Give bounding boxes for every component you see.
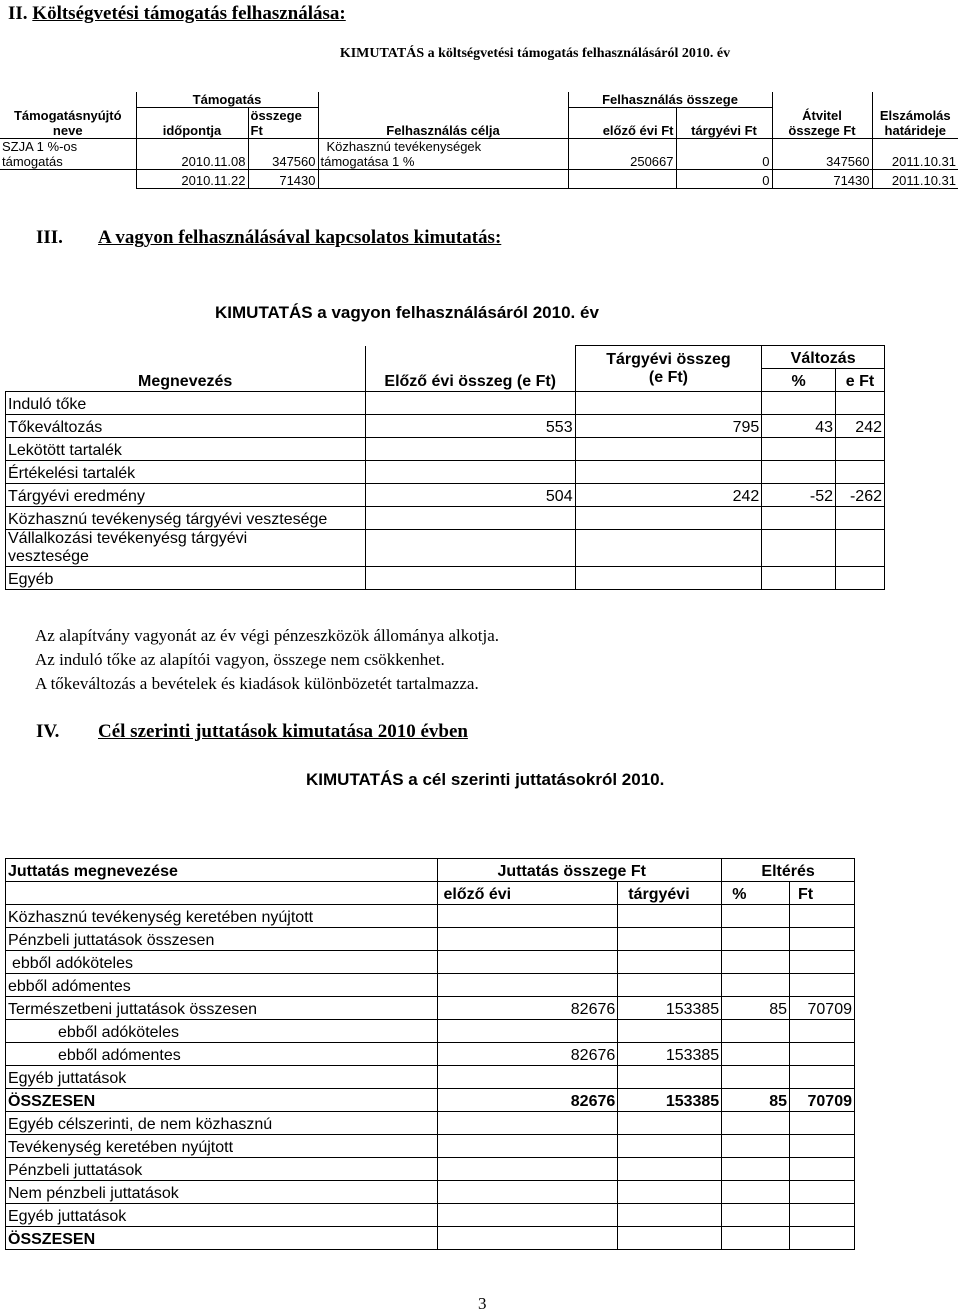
table-row xyxy=(6,1227,855,1250)
notes xyxy=(35,624,499,696)
benefit-ft xyxy=(790,1158,855,1181)
asset-eft xyxy=(836,392,885,415)
benefit-ft xyxy=(790,1227,855,1250)
benefit-name: ebből adómentes xyxy=(6,974,438,997)
row2-purpose xyxy=(318,170,568,189)
hdr-blank xyxy=(318,92,568,108)
table-row xyxy=(6,1135,855,1158)
row1-date: 2010.11.08 xyxy=(136,139,248,170)
row2-prev xyxy=(568,170,676,189)
asset-name: Tárgyévi eredmény xyxy=(6,484,366,507)
asset-eft xyxy=(836,507,885,530)
table-row xyxy=(6,415,885,438)
note-line: Az induló tőke az alapítói vagyon, összege nem csökkenhet. xyxy=(35,650,445,669)
benefit-pct xyxy=(722,1181,790,1204)
table-row xyxy=(6,1181,855,1204)
table-row xyxy=(6,1158,855,1181)
section-4-number: IV. xyxy=(36,721,60,742)
section-2-number: II. xyxy=(8,3,28,24)
table-row xyxy=(6,1112,855,1135)
row2-date: 2010.11.22 xyxy=(136,170,248,189)
table-row xyxy=(6,567,885,590)
asset-name: Közhasznú tevékenység tárgyévi vesztesége xyxy=(6,507,366,530)
hdr-blank xyxy=(6,882,438,905)
benefit-name: ÖSSZESEN xyxy=(6,1089,438,1112)
row1-curr: 0 xyxy=(676,139,772,170)
table-row xyxy=(6,974,855,997)
benefit-pct xyxy=(722,974,790,997)
benefit-pct xyxy=(722,1204,790,1227)
asset-prev xyxy=(365,392,575,415)
benefit-name: Pénzbeli juttatások xyxy=(6,1158,438,1181)
asset-eft: 242 xyxy=(836,415,885,438)
hdr-provider-2: neve xyxy=(52,123,83,138)
section-3-number: III. xyxy=(36,227,63,248)
section-4-subtitle: KIMUTATÁS a cél szerinti juttatásokról 2010. xyxy=(306,770,665,789)
table-row xyxy=(6,1204,855,1227)
table-row xyxy=(6,530,885,567)
row2-deadline: 2011.10.31 xyxy=(872,170,958,189)
asset-curr xyxy=(575,438,762,461)
benefit-prev: 82676 xyxy=(437,1089,618,1112)
table-row xyxy=(6,1089,855,1112)
row1-purpose-2: támogatása 1 % xyxy=(320,154,415,169)
benefit-ft xyxy=(790,1204,855,1227)
benefit-pct xyxy=(722,951,790,974)
hdr-prev: előző évi xyxy=(437,882,618,905)
benefit-prev xyxy=(437,905,618,928)
benefit-prev xyxy=(437,1066,618,1089)
benefit-pct xyxy=(722,1043,790,1066)
assets-table xyxy=(5,345,885,590)
asset-eft xyxy=(836,530,885,567)
asset-curr xyxy=(575,567,762,590)
asset-pct xyxy=(762,567,836,590)
asset-prev: 504 xyxy=(365,484,575,507)
benefit-name: Természetbeni juttatások összesen xyxy=(6,997,438,1020)
benefit-curr xyxy=(618,1020,722,1043)
hdr-curr-1: Tárgyévi összeg xyxy=(606,350,731,368)
benefit-name: ÖSSZESEN xyxy=(6,1227,438,1250)
benefit-ft xyxy=(790,1135,855,1158)
hdr-ft: Ft xyxy=(790,882,855,905)
benefit-pct xyxy=(722,905,790,928)
benefit-prev xyxy=(437,1020,618,1043)
hdr-prev: előző évi Ft xyxy=(568,108,676,139)
row1-deadline: 2011.10.31 xyxy=(872,139,958,170)
benefit-name: Pénzbeli juttatások összesen xyxy=(6,928,438,951)
benefit-prev xyxy=(437,1227,618,1250)
row1-provider xyxy=(0,139,136,170)
benefit-curr: 153385 xyxy=(618,1043,722,1066)
asset-curr: 242 xyxy=(575,484,762,507)
hdr-amount xyxy=(248,108,318,139)
asset-name: Értékelési tartalék xyxy=(6,461,366,484)
hdr-name: Juttatás megnevezése xyxy=(6,859,438,882)
benefit-prev: 82676 xyxy=(437,997,618,1020)
asset-eft: -262 xyxy=(836,484,885,507)
table-row xyxy=(6,438,885,461)
benefit-prev xyxy=(437,1158,618,1181)
table-row xyxy=(6,951,855,974)
benefit-name: Egyéb juttatások xyxy=(6,1204,438,1227)
asset-pct xyxy=(762,438,836,461)
benefit-prev xyxy=(437,1112,618,1135)
asset-eft xyxy=(836,461,885,484)
asset-eft xyxy=(836,438,885,461)
section-2-subtitle: KIMUTATÁS a költségvetési támogatás felhasználásáról 2010. év xyxy=(339,46,731,61)
benefit-prev xyxy=(437,951,618,974)
benefit-pct xyxy=(722,928,790,951)
benefit-curr xyxy=(618,1181,722,1204)
benefit-curr xyxy=(618,1227,722,1250)
hdr-transfer xyxy=(772,92,872,139)
asset-prev xyxy=(365,438,575,461)
table-row xyxy=(6,905,855,928)
hdr-deadline xyxy=(872,92,958,139)
asset-pct: 43 xyxy=(762,415,836,438)
hdr-curr-2: (e Ft) xyxy=(648,368,688,386)
benefit-name: Tevékenység keretében nyújtott xyxy=(6,1135,438,1158)
hdr-amount-2: Ft xyxy=(250,123,263,138)
asset-pct xyxy=(762,461,836,484)
row1-purpose-1: Közhasznú tevékenységek xyxy=(326,139,482,154)
hdr-deadline-1: Elszámolás xyxy=(879,108,951,123)
benefit-ft xyxy=(790,951,855,974)
benefit-name: Nem pénzbeli juttatások xyxy=(6,1181,438,1204)
benefit-curr xyxy=(618,974,722,997)
section-2-title: Költségvetési támogatás felhasználása: xyxy=(32,3,346,24)
benefit-name: ebből adóköteles xyxy=(6,1020,438,1043)
table-row xyxy=(6,484,885,507)
row1-transfer: 347560 xyxy=(772,139,872,170)
benefit-name: Egyéb célszerinti, de nem közhasznú xyxy=(6,1112,438,1135)
note-line: A tőkeváltozás a bevételek és kiadások különbözetét tartalmazza. xyxy=(35,674,479,693)
benefit-name: ebből adóköteles xyxy=(6,951,438,974)
asset-name: Induló tőke xyxy=(6,392,366,415)
table-row xyxy=(6,1066,855,1089)
table-row xyxy=(6,507,885,530)
hdr-deadline-2: határideje xyxy=(884,123,946,138)
asset-name-vall-2: vesztesége xyxy=(8,548,89,565)
hdr-diff: Eltérés xyxy=(722,859,855,882)
table-row xyxy=(6,461,885,484)
asset-pct xyxy=(762,530,836,567)
asset-name: Tőkeváltozás xyxy=(6,415,366,438)
row1-provider-1: SZJA 1 %-os xyxy=(2,139,78,154)
hdr-curr: tárgyévi xyxy=(618,882,722,905)
benefit-ft: 70709 xyxy=(790,997,855,1020)
hdr-pct: % xyxy=(762,369,836,392)
benefit-curr xyxy=(618,1158,722,1181)
benefit-curr xyxy=(618,1204,722,1227)
support-table xyxy=(0,92,958,189)
hdr-total: Juttatás összege Ft xyxy=(437,859,722,882)
table-row xyxy=(6,1020,855,1043)
section-3-subtitle: KIMUTATÁS a vagyon felhasználásáról 2010. év xyxy=(215,303,599,322)
hdr-name: Megnevezés xyxy=(6,346,366,392)
asset-curr xyxy=(575,507,762,530)
row1-prev: 250667 xyxy=(568,139,676,170)
benefit-prev xyxy=(437,1181,618,1204)
hdr-provider-1: Támogatásnyújtó xyxy=(13,108,122,123)
benefit-ft xyxy=(790,1112,855,1135)
hdr-curr xyxy=(575,346,762,392)
benefit-pct xyxy=(722,1020,790,1043)
row1-purpose xyxy=(318,139,568,170)
row1-provider-2: támogatás xyxy=(2,154,63,169)
asset-prev xyxy=(365,567,575,590)
hdr-amount-1: összege xyxy=(250,108,302,123)
benefit-ft xyxy=(790,1066,855,1089)
table-row xyxy=(6,392,885,415)
benefit-curr xyxy=(618,928,722,951)
benefit-ft: 70709 xyxy=(790,1089,855,1112)
table-row xyxy=(6,928,855,951)
asset-eft xyxy=(836,567,885,590)
benefit-curr xyxy=(618,1112,722,1135)
hdr-prev: Előző évi összeg (e Ft) xyxy=(365,346,575,392)
hdr-usage-total: Felhasználás összege xyxy=(568,92,772,108)
table-row xyxy=(6,997,855,1020)
benefit-ft xyxy=(790,1043,855,1066)
hdr-purpose: Felhasználás célja xyxy=(318,108,568,139)
hdr-support: Támogatás xyxy=(136,92,318,108)
benefit-pct xyxy=(722,1227,790,1250)
benefit-prev: 82676 xyxy=(437,1043,618,1066)
hdr-transfer-1: Átvitel xyxy=(802,108,842,123)
table-row xyxy=(6,1043,855,1066)
benefit-ft xyxy=(790,928,855,951)
asset-name-egyeb: Egyéb xyxy=(6,567,366,590)
asset-prev xyxy=(365,507,575,530)
row2-curr: 0 xyxy=(676,170,772,189)
asset-pct xyxy=(762,392,836,415)
hdr-curr: tárgyévi Ft xyxy=(676,108,772,139)
hdr-transfer-2: összege Ft xyxy=(788,123,856,138)
hdr-provider xyxy=(0,92,136,139)
benefits-table xyxy=(5,858,855,1250)
asset-pct xyxy=(762,507,836,530)
benefit-pct xyxy=(722,1066,790,1089)
benefit-prev xyxy=(437,928,618,951)
benefit-ft xyxy=(790,1181,855,1204)
asset-curr xyxy=(575,530,762,567)
asset-curr: 795 xyxy=(575,415,762,438)
asset-prev xyxy=(365,530,575,567)
benefit-name: ebből adómentes xyxy=(6,1043,438,1066)
benefit-ft xyxy=(790,1020,855,1043)
hdr-date: időpontja xyxy=(136,108,248,139)
benefit-ft xyxy=(790,905,855,928)
benefit-curr: 153385 xyxy=(618,997,722,1020)
benefit-curr xyxy=(618,1066,722,1089)
section-4-title: Cél szerinti juttatások kimutatása 2010 évben xyxy=(98,721,468,742)
benefit-curr xyxy=(618,1135,722,1158)
benefit-curr xyxy=(618,905,722,928)
asset-prev: 553 xyxy=(365,415,575,438)
row2-amount: 71430 xyxy=(248,170,318,189)
row2-provider xyxy=(0,170,136,189)
benefit-name: Egyéb juttatások xyxy=(6,1066,438,1089)
asset-name-vall-1: Vállalkozási tevékenyésg tárgyévi xyxy=(8,530,248,547)
row1-amount: 347560 xyxy=(248,139,318,170)
benefit-pct: 85 xyxy=(722,997,790,1020)
benefit-curr xyxy=(618,951,722,974)
benefit-name: Közhasznú tevékenység keretében nyújtott xyxy=(6,905,438,928)
benefit-prev xyxy=(437,974,618,997)
section-3-title: A vagyon felhasználásával kapcsolatos kimutatás: xyxy=(98,227,502,248)
hdr-change: Változás xyxy=(762,346,885,369)
support-row xyxy=(0,170,958,189)
benefit-pct xyxy=(722,1135,790,1158)
benefit-pct xyxy=(722,1112,790,1135)
section-2-heading xyxy=(8,3,346,25)
asset-pct: -52 xyxy=(762,484,836,507)
page-number: 3 xyxy=(478,1294,487,1313)
row2-transfer: 71430 xyxy=(772,170,872,189)
benefit-prev xyxy=(437,1204,618,1227)
hdr-eft: e Ft xyxy=(836,369,885,392)
asset-curr xyxy=(575,392,762,415)
benefit-pct: 85 xyxy=(722,1089,790,1112)
asset-prev xyxy=(365,461,575,484)
benefit-ft xyxy=(790,974,855,997)
benefit-prev xyxy=(437,1135,618,1158)
note-line: Az alapítvány vagyonát az év végi pénzeszközök állománya alkotja. xyxy=(35,626,500,645)
asset-name-vall xyxy=(6,530,366,567)
asset-curr xyxy=(575,461,762,484)
support-row xyxy=(0,139,958,170)
hdr-pct: % xyxy=(722,882,790,905)
asset-name: Lekötött tartalék xyxy=(6,438,366,461)
benefit-curr: 153385 xyxy=(618,1089,722,1112)
benefit-pct xyxy=(722,1158,790,1181)
